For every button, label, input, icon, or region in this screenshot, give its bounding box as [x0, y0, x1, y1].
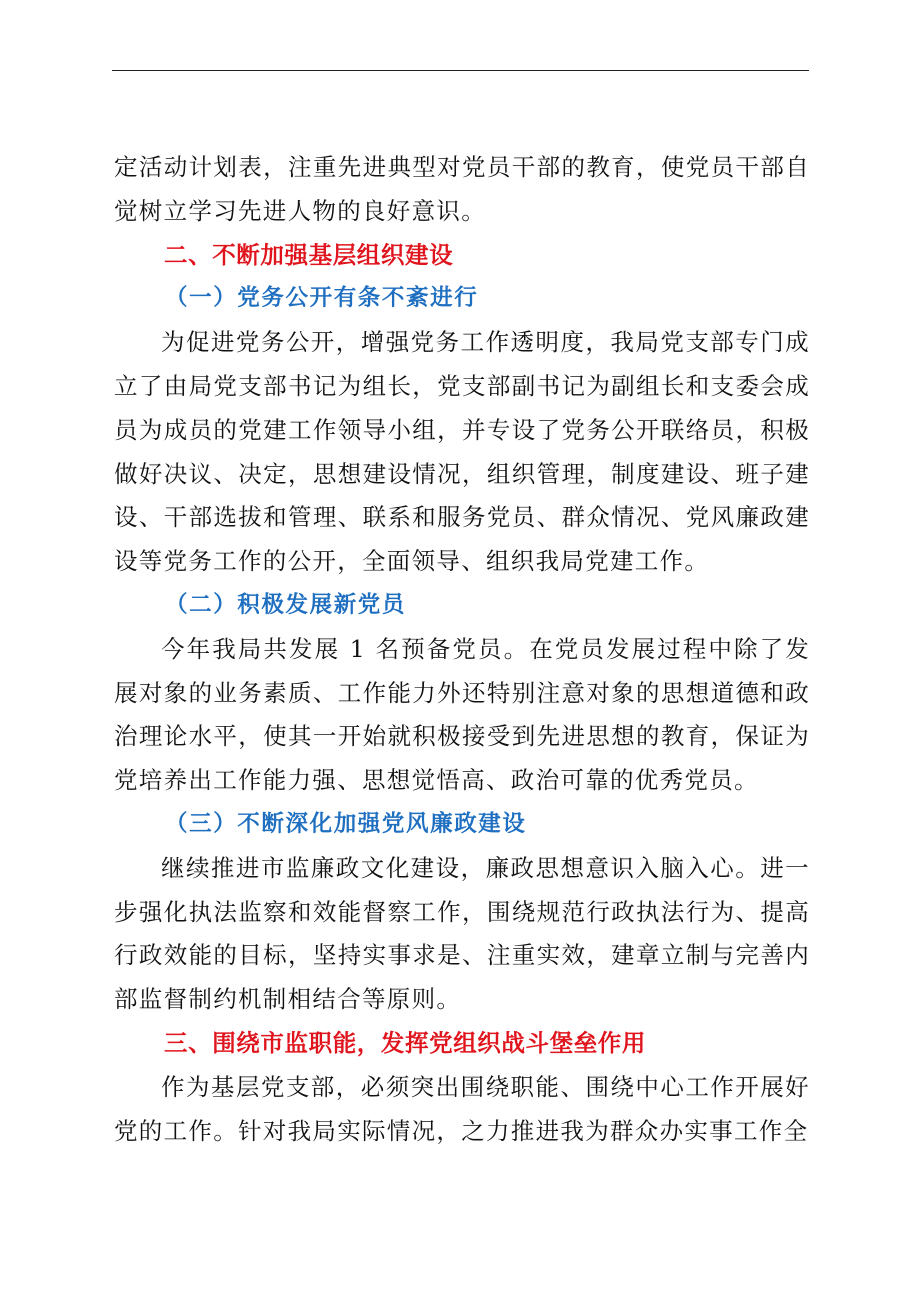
- subsection-3-paragraph: 继续推进市监廉政文化建设，廉政思想意识入脑入心。进一步强化执法监察和效能督察工作，围绕规范行政执法行为、提高行政效能的目标，坚持实事求是、注重实效，建章立制与完善内部监督制约机制相结合等原则。: [114, 853, 810, 1014]
- subsection-1-paragraph: 为促进党务公开，增强党务工作透明度，我局党支部专门成立了由局党支部书记为组长，党支部副书记为副组长和支委会成员为成员的党建工作领导小组，并专设了党务公开联络员，积极做好决议、决定，思想建设情况，组织管理，制度建设、班子建设、干部选拔和管理、联系和服务党员、群众情况、党风廉政建设等党务工作的公开，全面领导、组织我局党建工作。: [114, 328, 810, 576]
- subsection-1-heading: （一）党务公开有条不紊进行: [165, 285, 479, 312]
- subsection-2-paragraph: 今年我局共发展 1 名预备党员。在党员发展过程中除了发展对象的业务素质、工作能力外还特别注意对象的思想道德和政治理论水平，使其一开始就积极接受到先进思想的教育，保证为党培养出工作能力强、思想觉悟高、政治可靠的优秀党员。: [114, 634, 810, 795]
- section-3-paragraph: 作为基层党支部，必须突出围绕职能、围绕中心工作开展好党的工作。针对我局实际情况，之力推进我为群众办实事工作全: [114, 1072, 810, 1145]
- section-2-heading: 二、不断加强基层组织建设: [164, 240, 454, 269]
- section-3-heading: 三、围绕市监职能，发挥党组织战斗堡垒作用: [164, 1028, 646, 1057]
- document-body: [114, 146, 810, 1153]
- subsection-2-heading: （二）积极发展新党员: [165, 591, 407, 618]
- continuation-paragraph: 定活动计划表，注重先进典型对党员干部的教育，使党员干部自觉树立学习先进人物的良好意识。: [114, 153, 810, 225]
- header-rule: [112, 70, 809, 71]
- subsection-3-heading: （三）不断深化加强党风廉政建设: [165, 810, 527, 837]
